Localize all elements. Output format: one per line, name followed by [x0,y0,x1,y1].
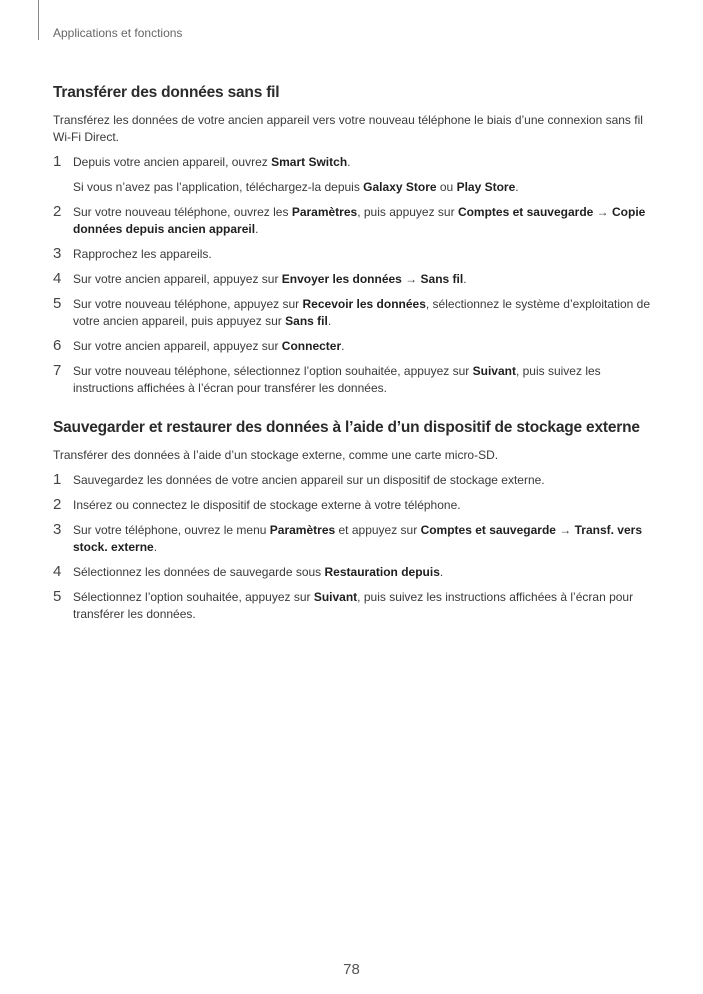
section-title-external-storage: Sauvegarder et restaurer des données à l’aide d’un dispositif de stockage externe [53,419,640,436]
section-header: Applications et fonctions [53,26,183,40]
step-number: 4 [53,563,62,580]
step-number: 1 [53,153,62,170]
step-text: Rapprochez les appareils. [73,247,212,261]
step-text: Sur votre nouveau téléphone, appuyez sur Recevoir les données, sélectionnez le système d’exploitation de votre ancien appareil, puis appuyez sur Sans fil. [73,297,651,328]
step-item [53,363,653,397]
step-text: Sauvegardez les données de votre ancien appareil sur un dispositif de stockage externe. [73,473,545,487]
step-text: Sélectionnez l’option souhaitée, appuyez sur Suivant, puis suivez les instructions affichées à l’écran pour transférer les données. [73,590,634,621]
step-number: 3 [53,521,62,538]
step-number: 2 [53,496,62,513]
step-text: Depuis votre ancien appareil, ouvrez Smart Switch. [73,155,351,169]
step-item [53,246,653,263]
section-title-wireless: Transférer des données sans fil [53,84,280,101]
step-number: 1 [53,471,62,488]
step-text: Sur votre nouveau téléphone, ouvrez les Paramètres, puis appuyez sur Comptes et sauvegarde → Copie données depuis ancien appareil. [73,205,646,236]
steps-external-storage [53,472,653,623]
step-item [53,338,653,355]
steps-wireless [53,154,653,397]
section-intro-external-storage: Transférer des données à l’aide d’un stockage externe, comme une carte micro-SD. [53,448,499,462]
section-intro-wireless: Transférez les données de votre ancien appareil vers votre nouveau téléphone le biais d’une connexion sans fil Wi-Fi Direct. [53,113,643,144]
step-text: Sur votre ancien appareil, appuyez sur Connecter. [73,339,345,353]
page-content [53,84,653,623]
step-item [53,522,653,556]
step-item [53,154,653,196]
step-item [53,497,653,514]
step-text: Sur votre ancien appareil, appuyez sur Envoyer les données → Sans fil. [73,272,467,286]
step-number: 5 [53,295,62,312]
step-number: 7 [53,362,62,379]
step-text: Sélectionnez les données de sauvegarde sous Restauration depuis. [73,565,444,579]
step-item [53,472,653,489]
step-item [53,271,653,288]
step-item [53,564,653,581]
page-number: 78 [343,961,360,978]
step-text: Insérez ou connectez le dispositif de stockage externe à votre téléphone. [73,498,461,512]
header-rule [38,0,39,40]
step-number: 4 [53,270,62,287]
step-number: 2 [53,203,62,220]
step-number: 6 [53,337,62,354]
step-number: 3 [53,245,62,262]
step-subnote: Si vous n’avez pas l’application, téléchargez-la depuis Galaxy Store ou Play Store. [73,180,519,194]
step-item [53,589,653,623]
step-text: Sur votre nouveau téléphone, sélectionnez l’option souhaitée, appuyez sur Suivant, puis suivez les instructions affichées à l’écran pour transférer les données. [73,364,601,395]
step-item [53,204,653,238]
step-item [53,296,653,330]
step-text: Sur votre téléphone, ouvrez le menu Paramètres et appuyez sur Comptes et sauvegarde → Transf. vers stock. externe. [73,523,642,554]
step-number: 5 [53,588,62,605]
